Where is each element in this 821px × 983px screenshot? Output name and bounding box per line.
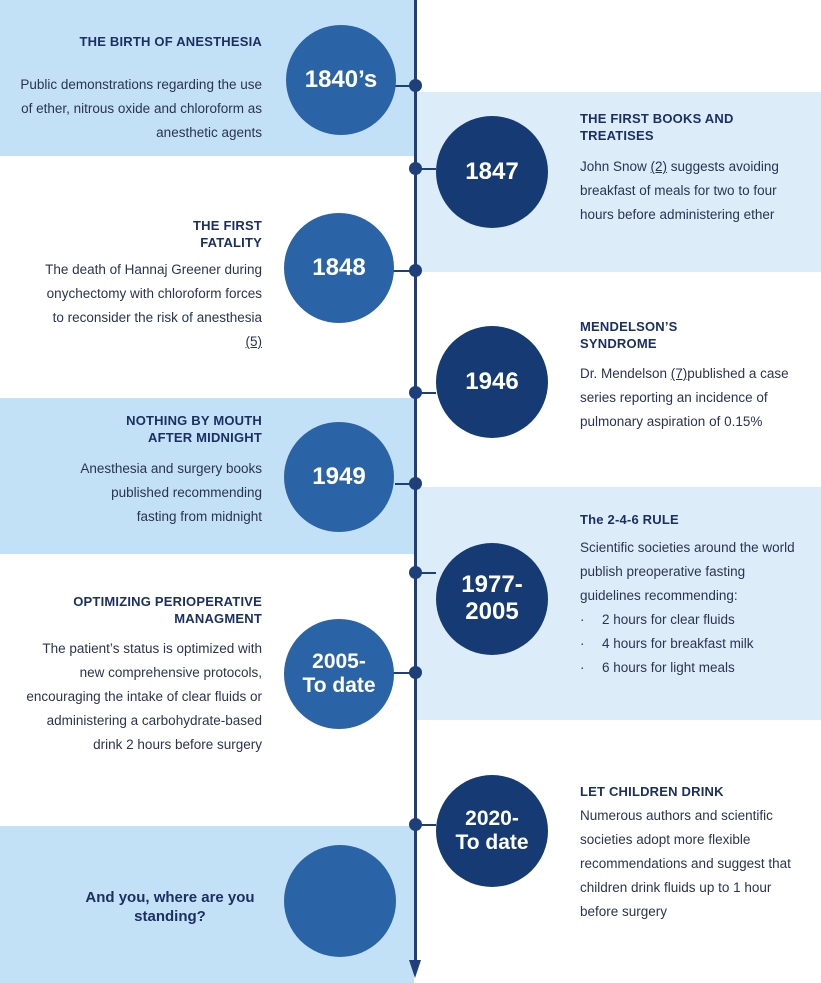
year-circle-1977-2005 <box>436 543 548 655</box>
list-item: · 4 hours for breakfast milk <box>580 632 805 656</box>
year-label-line-1: 2020- <box>465 807 519 831</box>
event-title-1848: THE FIRST FATALITY <box>193 218 262 250</box>
reference-link[interactable]: (5) <box>245 334 262 349</box>
timeline-dot-1977 <box>409 566 422 579</box>
event-desc-1840: Public demonstrations regarding the use of ether, nitrous oxide and chloroform as anesthetic agents <box>20 77 262 140</box>
timeline-dot-1840 <box>409 79 422 92</box>
year-label-line-1: 2005- <box>312 650 366 674</box>
timeline-dot-2005 <box>409 666 422 679</box>
timeline-dot-1848 <box>409 264 422 277</box>
list-item: · 6 hours for light meals <box>580 656 805 680</box>
year-label: 1840’s <box>304 65 378 93</box>
empty-circle-you <box>284 845 396 957</box>
fasting-guideline-list <box>580 608 805 680</box>
year-label-line-2: 2005 <box>465 598 519 625</box>
event-title-2020: LET CHILDREN DRINK <box>580 784 724 799</box>
year-circle-1946 <box>436 326 548 438</box>
timeline-dot-1847 <box>409 162 422 175</box>
year-label-line-2: To date <box>302 674 376 697</box>
year-circle-1848 <box>284 213 394 323</box>
year-label: 1848 <box>312 253 366 281</box>
timeline-dot-2020 <box>409 818 422 831</box>
event-desc-1847: John Snow (2) suggests avoiding breakfast of meals for two to four hours before administering ether <box>580 159 779 222</box>
event-desc-2005: The patient’s status is optimized with new comprehensive protocols, encouraging the intake of clear fluids or administering a carbohydrate-based drink 2 hours before surgery <box>26 641 262 752</box>
timeline-dot-1949 <box>409 477 422 490</box>
year-label-line-1: 1977- <box>461 571 523 599</box>
timeline-arrow-icon <box>409 960 421 978</box>
event-desc-1946: Dr. Mendelson (7)published a case series reporting an incidence of pulmonary aspiration of 0.15% <box>580 366 789 429</box>
reference-link[interactable]: (2) <box>650 159 668 174</box>
year-circle-1949 <box>284 422 394 532</box>
year-label: 1949 <box>312 462 366 490</box>
event-title-1949: NOTHING BY MOUTH AFTER MIDNIGHT <box>126 413 262 445</box>
event-desc-1949: Anesthesia and surgery books published recommending fasting from midnight <box>80 461 262 524</box>
closing-question: And you, where are you standing? <box>85 889 255 925</box>
timeline-dot-1946 <box>409 386 422 399</box>
event-title-1977: The 2-4-6 RULE <box>580 512 679 527</box>
event-desc-2020: Numerous authors and scientific societies adopt more flexible recommendations and suggest that children drink fluids up to 1 hour before surgery <box>580 808 791 919</box>
year-circle-2005-to-date <box>284 619 394 729</box>
event-desc-1977: Scientific societies around the world publish preoperative fasting guidelines recommending: · 2 hours for clear fluids · 4 hours for breakfast milk · 6 hours for light meals <box>580 536 805 680</box>
year-circle-1840 <box>286 25 396 135</box>
event-desc-1848: The death of Hannaj Greener during onychectomy with chloroform forces to reconsider the risk of anesthesia (5) <box>45 262 262 349</box>
event-title-1946: MENDELSON’S SYNDROME <box>580 319 678 351</box>
list-item: · 2 hours for clear fluids <box>580 608 805 632</box>
event-title-1840: THE BIRTH OF ANESTHESIA <box>79 34 262 49</box>
reference-link[interactable]: (7) <box>670 366 688 381</box>
event-title-2005: OPTIMIZING PERIOPERATIVE MANAGMENT <box>73 594 262 626</box>
year-label: 1847 <box>465 157 519 185</box>
year-circle-1847 <box>436 116 548 228</box>
year-label-line-2: To date <box>455 831 529 854</box>
year-circle-2020-to-date <box>436 775 548 887</box>
event-title-1847: THE FIRST BOOKS AND TREATISES <box>580 111 734 143</box>
year-label: 1946 <box>465 367 519 395</box>
